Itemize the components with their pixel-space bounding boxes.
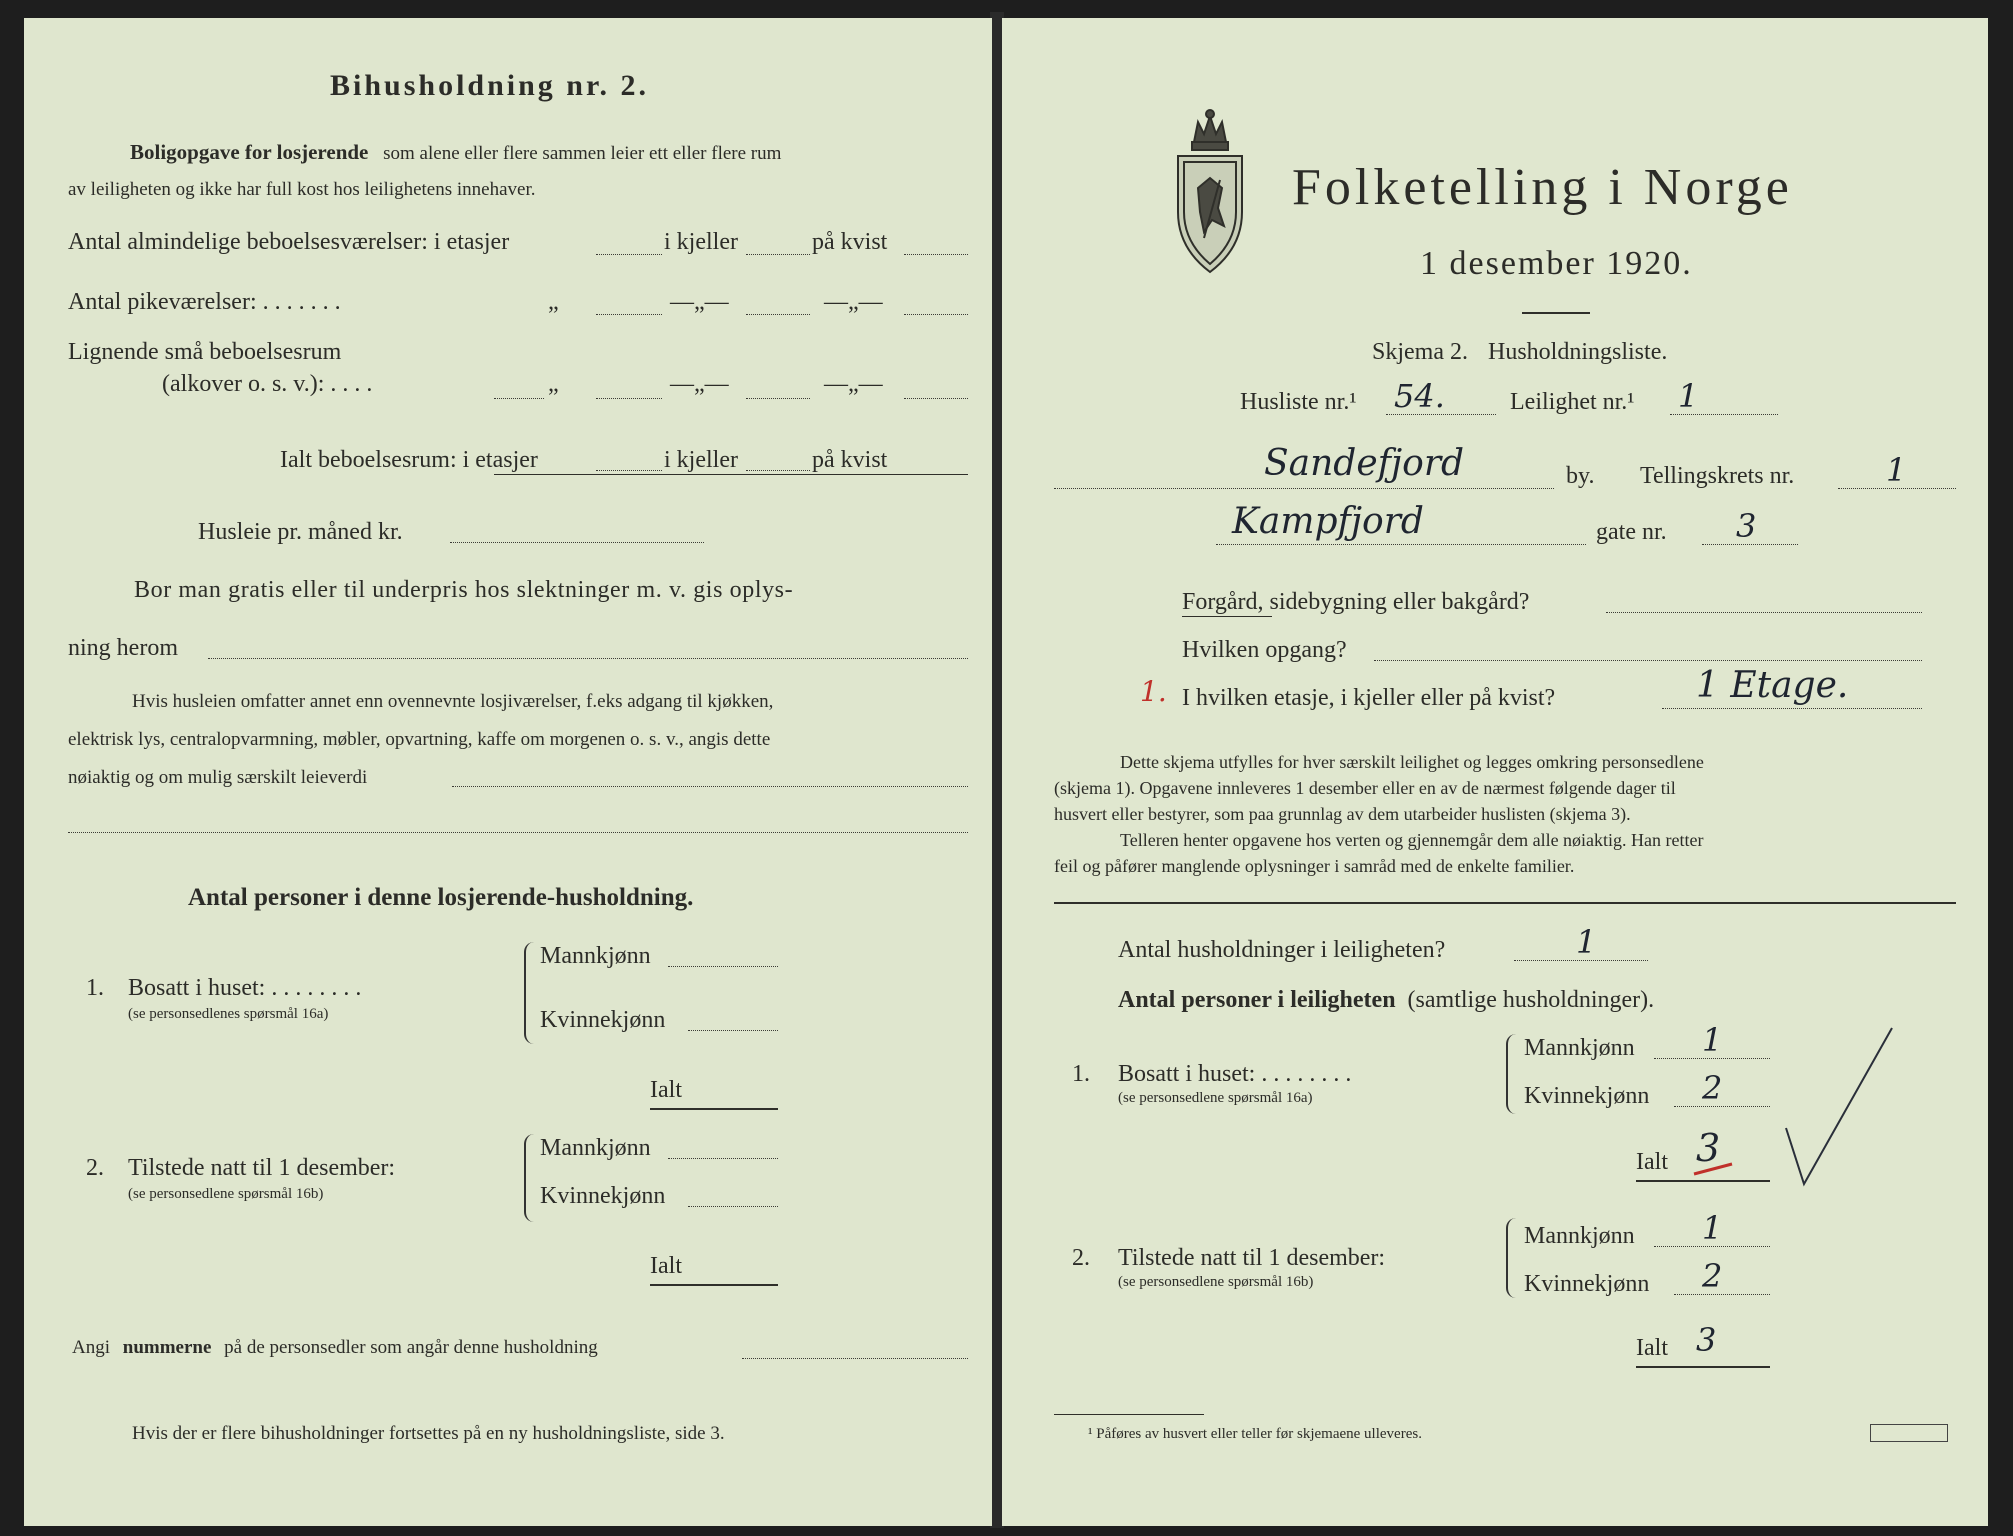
left-q1-ialt-label: Ialt [650,1077,682,1103]
right-q1-sub: (se personsedlene spørsmål 16a) [1118,1090,1313,1106]
right-q1-mann-label: Mannkjønn [1524,1035,1635,1061]
left-q1-kvinne-field[interactable] [688,1030,778,1031]
left-q2-mann-field[interactable] [668,1158,778,1159]
right-q2-kvinne-field[interactable] [1674,1294,1770,1295]
right-q1-label: Bosatt i huset: . . . . . . . . [1118,1061,1352,1087]
skjema-line [1372,338,1667,366]
left-q2-ialt-field[interactable] [650,1284,778,1286]
title-rule [1522,312,1590,314]
pike-label: Antal pikeværelser: . . . . . . . [68,289,341,315]
right-title: Folketelling i Norge [1292,159,1793,216]
intro-line1 [130,140,781,166]
pike-kjeller-field[interactable] [746,314,810,315]
angi-bold: nummerne [122,1337,212,1358]
right-q1-ialt-value: 3 [1696,1126,1721,1170]
alkover-dash-1: —„— [670,371,729,397]
angi-pre: Angi [72,1337,110,1358]
right-persons-line [1118,986,1654,1014]
left-q2-mann-label: Mannkjønn [540,1135,651,1161]
right-q2-sub: (se personsedlene spørsmål 16b) [1118,1274,1314,1290]
ialt-underline [494,474,968,475]
gratis-line2: ning herom [68,635,178,661]
ialt-kvist-label: på kvist [812,447,888,473]
left-q2-kvinne-field[interactable] [688,1206,778,1207]
right-q2-ialt-label: Ialt [1636,1335,1668,1361]
instr-line3: husvert eller bestyrer, som paa grunnlag av dem utarbeider huslisten (skjema 3). [1054,804,1631,824]
right-q2-label: Tilstede natt til 1 desember: [1118,1245,1386,1271]
instr-line2: (skjema 1). Opgavene innleveres 1 desember eller en av de nærmest følgende dager til [1054,778,1676,798]
persons-heading: Antal personer i denne losjerende-husholdning. [188,884,694,911]
note-line3: nøiaktig og om mulig særskilt leieverdi [68,767,368,788]
alkover-kvist-field[interactable] [904,398,968,399]
city-value: Sandefjord [1264,443,1465,484]
forgaard-label: Forgård, sidebygning eller bakgård? [1182,589,1530,615]
right-q1-brace [1506,1034,1518,1114]
street-value: Kampfjord [1232,501,1424,542]
alkover-label: (alkover o. s. v.): . . . . [162,371,373,397]
left-q1-label: Bosatt i huset: . . . . . . . . [128,975,362,1001]
note-field-1[interactable] [452,786,968,787]
ialt-kjeller-label: i kjeller [664,447,738,473]
ialt-kjeller-field[interactable] [746,470,810,471]
etasje-mark: 1. [1140,675,1167,708]
right-q2-mann-label: Mannkjønn [1524,1223,1635,1249]
gratis-field[interactable] [208,658,968,659]
lignende-label: Lignende små beboelsesrum [68,339,342,365]
hush-value: 1 [1576,923,1597,961]
etasje-label: I hvilken etasje, i kjeller eller på kvist? [1182,685,1556,711]
instr-line5: feil og påfører manglende oplysninger i samråd med de enkelte familier. [1054,856,1575,876]
etasje-value: 1 Etage. [1696,665,1849,706]
left-q2-label: Tilstede natt til 1 desember: [128,1155,396,1181]
opgang-field[interactable] [1374,660,1922,661]
printer-stamp [1870,1424,1948,1442]
husleie-label: Husleie pr. måned kr. [198,519,403,545]
husleie-field[interactable] [450,542,704,543]
angi-line [72,1336,598,1360]
krets-value: 1 [1886,451,1907,489]
right-q2-kvinne-label: Kvinnekjønn [1524,1271,1650,1297]
street-field[interactable] [1216,544,1586,545]
check-mark-icon [1692,1018,1902,1188]
forgaard-field[interactable] [1606,612,1922,613]
pike-etasjer-field[interactable] [596,314,662,315]
rooms-kjeller-label: i kjeller [664,229,738,255]
intro-line2: av leiligheten og ikke har full kost hos leilighetens innehaver. [68,179,536,200]
right-q2-brace [1506,1218,1518,1298]
right-q1-ialt-label: Ialt [1636,1149,1668,1175]
left-q1-sub: (se personsedlenes spørsmål 16a) [128,1006,329,1022]
rooms-label: Antal almindelige beboelsesværelser: i etasjer [68,229,510,255]
gratis-line1: Bor man gratis eller til underpris hos slektninger m. v. gis oplys- [134,577,794,603]
alkover-quote: „ [548,371,559,397]
right-page [1002,18,1988,1526]
right-q1-mann-value: 1 [1702,1021,1723,1059]
left-q1-ialt-field[interactable] [650,1108,778,1110]
right-date: 1 desember 1920. [1420,245,1693,282]
right-persons-rest: (samtlige husholdninger). [1407,987,1655,1013]
footnote-rule [1054,1414,1204,1415]
right-q1-num: 1. [1072,1061,1090,1087]
right-q2-kvinne-value: 2 [1702,1257,1723,1295]
rooms-etasjer-field[interactable] [596,254,662,255]
pike-kvist-field[interactable] [904,314,968,315]
angi-rest: på de personsedler som angår denne husholdning [224,1337,598,1358]
intro-bold: Boligopgave for losjerende [130,140,369,164]
angi-field[interactable] [742,1358,968,1359]
left-q2-ialt-label: Ialt [650,1253,682,1279]
gate-value: 3 [1736,507,1757,545]
left-q2-brace [524,1134,536,1222]
alkover-pre-field[interactable] [494,398,544,399]
rooms-kjeller-field[interactable] [746,254,810,255]
intro-rest: som alene eller flere sammen leier ett eller flere rum [383,143,782,164]
right-q2-ialt-value: 3 [1696,1321,1717,1359]
left-q1-num: 1. [86,975,104,1001]
left-title: Bihusholdning nr. 2. [330,69,650,102]
city-field[interactable] [1054,488,1554,489]
left-q2-num: 2. [86,1155,104,1181]
left-q1-mann-field[interactable] [668,966,778,967]
right-q1-kvinne-label: Kvinnekjønn [1524,1083,1650,1109]
instr-rule [1054,902,1956,904]
left-q2-sub: (se personsedlene spørsmål 16b) [128,1186,324,1202]
right-persons-bold: Antal personer i leiligheten [1118,987,1396,1013]
left-q1-mann-label: Mannkjønn [540,943,651,969]
pike-dash-2: —„— [824,289,883,315]
skjema-label: Skjema 2. [1372,339,1468,365]
forgaard-underline-mark [1182,616,1272,617]
pike-dash-1: —„— [670,289,729,315]
right-q2-num: 2. [1072,1245,1090,1271]
ialt-etasjer-field[interactable] [596,470,662,471]
leilighet-label: Leilighet nr.¹ [1510,389,1635,415]
pike-quote: „ [548,289,559,315]
husliste-value: 54. [1394,377,1445,415]
note-line2: elektrisk lys, centralopvarmning, møbler, opvartning, kaffe om morgenen o. s. v., angis dette [68,729,771,750]
etasje-field[interactable] [1662,708,1922,709]
instr-line1: Dette skjema utfylles for hver særskilt leilighet og legges omkring personsedlene [1120,752,1704,772]
footnote: ¹ Påføres av husvert eller teller før skjemaene ulleveres. [1088,1426,1422,1442]
left-footer: Hvis der er flere bihusholdninger fortsettes på en ny husholdningsliste, side 3. [132,1423,725,1444]
hush-label: Antal husholdninger i leiligheten? [1118,937,1446,963]
gate-label: gate nr. [1596,519,1667,545]
rooms-kvist-label: på kvist [812,229,888,255]
coat-of-arms-icon [1170,108,1250,280]
left-q2-kvinne-label: Kvinnekjønn [540,1183,666,1209]
ialt-rooms-label: Ialt beboelsesrum: i etasjer [280,447,538,473]
rooms-kvist-field[interactable] [904,254,968,255]
skjema-title: Husholdningsliste. [1488,339,1668,365]
alkover-etasjer-field[interactable] [596,398,662,399]
right-q1-kvinne-value: 2 [1702,1069,1723,1107]
left-page [24,18,992,1526]
note-line1: Hvis husleien omfatter annet enn ovennevnte losjiværelser, f.eks adgang til kjøkken, [132,691,774,712]
husliste-label: Husliste nr.¹ [1240,389,1357,415]
opgang-label: Hvilken opgang? [1182,637,1347,663]
alkover-kjeller-field[interactable] [746,398,810,399]
instr-line4: Telleren henter opgavene hos verten og gjennemgår dem alle nøiaktig. Han retter [1120,830,1704,850]
leilighet-value: 1 [1678,377,1699,415]
left-q1-brace [524,942,536,1044]
right-q2-ialt-field[interactable] [1636,1366,1770,1368]
by-label: by. [1566,463,1595,489]
alkover-dash-2: —„— [824,371,883,397]
krets-label: Tellingskrets nr. [1640,463,1795,489]
left-q1-kvinne-label: Kvinnekjønn [540,1007,666,1033]
note-field-2[interactable] [68,832,968,833]
right-q2-mann-value: 1 [1702,1209,1723,1247]
